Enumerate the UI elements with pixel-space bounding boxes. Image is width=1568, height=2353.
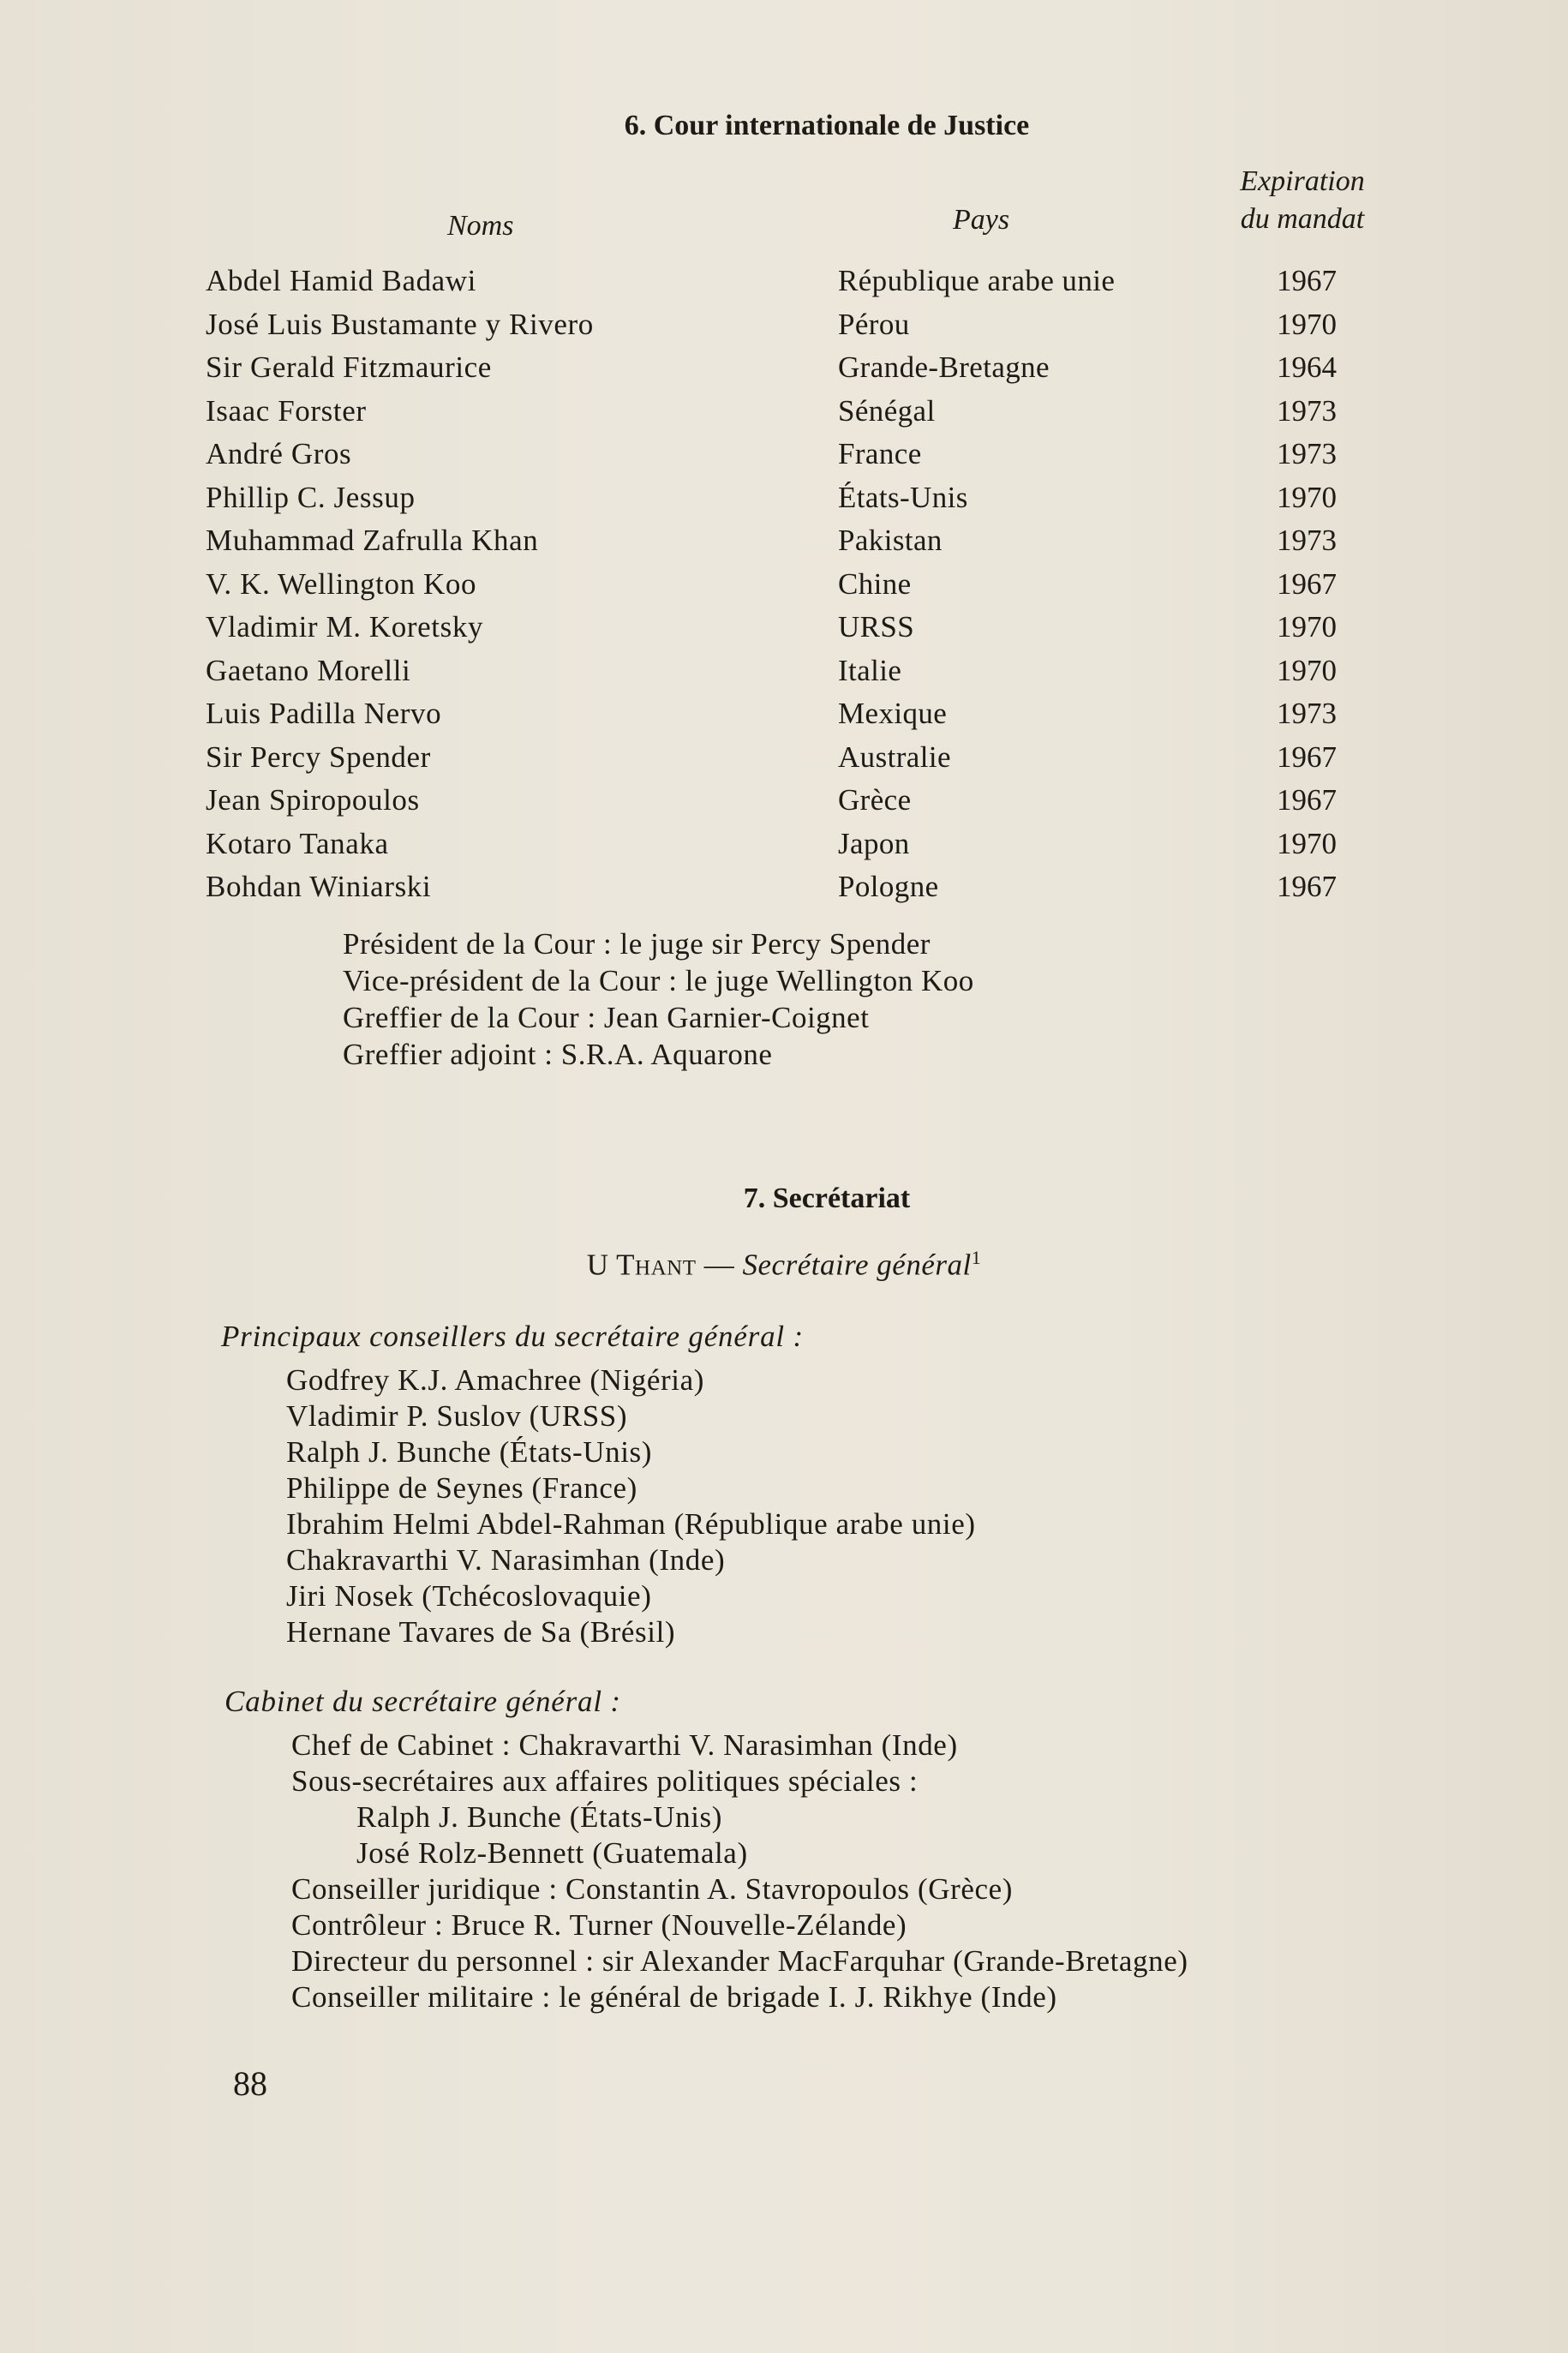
- column-header-expiry-line2: du mandat: [1240, 203, 1365, 235]
- column-header-expiry: [1217, 163, 1388, 238]
- section-6-title: 6. Cour internationale de Justice: [624, 110, 1030, 141]
- section-7-title: 7. Secrétariat: [743, 1182, 911, 1214]
- list-item: Hernane Tavares de Sa (Brésil): [286, 1615, 676, 1649]
- list-item: José Rolz-Bennett (Guatemala): [356, 1836, 748, 1870]
- term-expiry-year: 1967: [1277, 739, 1337, 774]
- judge-name: Vladimir M. Koretsky: [206, 610, 484, 644]
- judge-name: Muhammad Zafrulla Khan: [206, 524, 539, 557]
- judge-name: André Gros: [206, 437, 352, 470]
- judge-name: Abdel Hamid Badawi: [206, 264, 477, 297]
- term-expiry-year: 1970: [1277, 610, 1337, 644]
- list-item: Chakravarthi V. Narasimhan (Inde): [286, 1543, 726, 1577]
- judge-name: Bohdan Winiarski: [206, 870, 432, 903]
- judge-country: Grande-Bretagne: [838, 350, 1050, 384]
- table-row: [0, 865, 1568, 908]
- dash: —: [696, 1248, 743, 1282]
- principal-advisers-heading: Principaux conseillers du secrétaire général :: [221, 1320, 804, 1353]
- judge-country: France: [838, 437, 922, 470]
- judge-country: Australie: [838, 739, 951, 774]
- judge-name: Jean Spiropoulos: [206, 783, 420, 817]
- table-row: [0, 692, 1568, 735]
- table-row: [0, 649, 1568, 692]
- table-row: [0, 259, 1568, 302]
- table-row: [0, 778, 1568, 822]
- judge-name: Phillip C. Jessup: [206, 480, 416, 514]
- judge-name: Kotaro Tanaka: [206, 826, 389, 860]
- term-expiry-year: 1967: [1277, 264, 1337, 297]
- list-item: Philippe de Seynes (France): [286, 1471, 637, 1505]
- table-row: [0, 735, 1568, 779]
- judge-country: Japon: [838, 826, 910, 860]
- table-row: [0, 518, 1568, 562]
- page-number: 88: [233, 2064, 267, 2103]
- column-header-country: Pays: [953, 204, 1010, 236]
- secretary-general-line: [0, 1247, 1568, 1283]
- judge-name: Sir Gerald Fitzmaurice: [206, 350, 492, 384]
- judge-country: Italie: [838, 653, 902, 687]
- court-officers: [343, 925, 974, 1073]
- term-expiry-year: 1973: [1277, 437, 1337, 470]
- secretary-general-title: Secrétaire général: [742, 1248, 972, 1282]
- judge-country: Pérou: [838, 307, 910, 341]
- list-item: Directeur du personnel : sir Alexander MacFarquhar (Grande-Bretagne): [291, 1944, 1188, 1978]
- table-row: [0, 562, 1568, 606]
- term-expiry-year: 1973: [1277, 524, 1337, 557]
- term-expiry-year: 1970: [1277, 826, 1337, 860]
- judge-country: République arabe unie: [838, 264, 1116, 297]
- table-row: [0, 476, 1568, 519]
- officer-line: Greffier adjoint : S.R.A. Aquarone: [343, 1038, 773, 1071]
- officer-line: Président de la Cour : le juge sir Percy Spender: [343, 927, 931, 961]
- term-expiry-year: 1964: [1277, 350, 1337, 384]
- table-row: [0, 432, 1568, 476]
- term-expiry-year: 1967: [1277, 566, 1337, 601]
- cabinet-heading: Cabinet du secrétaire général :: [224, 1685, 621, 1718]
- column-header-expiry-line1: Expiration: [1240, 165, 1365, 197]
- term-expiry-year: 1973: [1277, 697, 1337, 730]
- judge-country: États-Unis: [838, 480, 968, 514]
- officer-line: Greffier de la Cour : Jean Garnier-Coignet: [343, 1001, 870, 1034]
- column-header-names: Noms: [447, 210, 514, 242]
- judge-name: Sir Percy Spender: [206, 739, 431, 774]
- list-item: Godfrey K.J. Amachree (Nigéria): [286, 1363, 704, 1397]
- list-item: Ralph J. Bunche (États-Unis): [356, 1800, 723, 1834]
- table-row: [0, 345, 1568, 389]
- judge-name: Gaetano Morelli: [206, 653, 411, 687]
- judge-name: Luis Padilla Nervo: [206, 697, 442, 730]
- term-expiry-year: 1967: [1277, 870, 1337, 903]
- list-item: Jiri Nosek (Tchécoslovaquie): [286, 1579, 652, 1613]
- list-item: Ibrahim Helmi Abdel-Rahman (République arabe unie): [286, 1507, 976, 1541]
- table-row: [0, 822, 1568, 865]
- cabinet-list: [291, 1727, 1188, 2015]
- judge-country: Mexique: [838, 697, 948, 730]
- term-expiry-year: 1970: [1277, 653, 1337, 687]
- judge-country: Pakistan: [838, 524, 943, 557]
- footnote-marker: 1: [971, 1247, 982, 1268]
- table-row: [0, 302, 1568, 346]
- judge-country: Chine: [838, 566, 912, 601]
- officer-line: Vice-président de la Cour : le juge Wellington Koo: [343, 964, 974, 997]
- list-item: Vladimir P. Suslov (URSS): [286, 1399, 628, 1433]
- judge-name: José Luis Bustamante y Rivero: [206, 307, 594, 341]
- judge-country: Grèce: [838, 783, 912, 817]
- list-item: Chef de Cabinet : Chakravarthi V. Narasimhan (Inde): [291, 1728, 958, 1762]
- term-expiry-year: 1973: [1277, 393, 1337, 428]
- judge-name: V. K. Wellington Koo: [206, 566, 477, 601]
- principal-advisers-list: [286, 1362, 976, 1650]
- judge-country: Pologne: [838, 870, 939, 903]
- judge-name: Isaac Forster: [206, 393, 367, 428]
- table-row: [0, 389, 1568, 433]
- list-item: Conseiller militaire : le général de brigade I. J. Rikhye (Inde): [291, 1980, 1057, 2014]
- secretary-general-name: U Thant: [586, 1248, 697, 1282]
- term-expiry-year: 1970: [1277, 480, 1337, 514]
- list-item: Ralph J. Bunche (États-Unis): [286, 1435, 653, 1469]
- list-item: Contrôleur : Bruce R. Turner (Nouvelle-Zélande): [291, 1908, 907, 1942]
- term-expiry-year: 1970: [1277, 307, 1337, 341]
- list-item: Sous-secrétaires aux affaires politiques spéciales :: [291, 1764, 919, 1798]
- term-expiry-year: 1967: [1277, 783, 1337, 817]
- judge-country: URSS: [838, 610, 915, 644]
- judge-country: Sénégal: [838, 393, 936, 428]
- list-item: Conseiller juridique : Constantin A. Stavropoulos (Grèce): [291, 1872, 1013, 1906]
- table-row: [0, 605, 1568, 649]
